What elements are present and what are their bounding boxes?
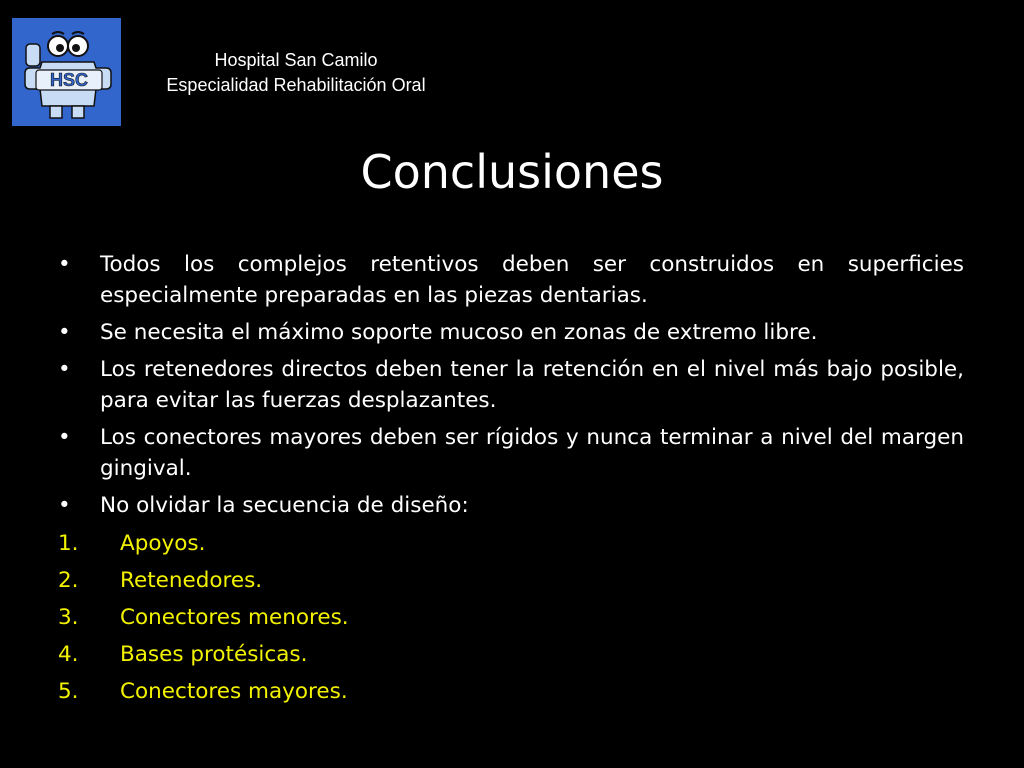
conclusions-list — [58, 249, 964, 527]
step-number: 5. — [58, 679, 79, 704]
sequence-step — [58, 676, 964, 707]
step-text: Apoyos. — [120, 531, 206, 556]
bullet-text: Todos los complejos retentivos deben ser construidos en superficies especialmente preparadas en las piezas dentarias. — [100, 252, 964, 308]
sequence-step — [58, 639, 964, 670]
step-text: Bases protésicas. — [120, 642, 308, 667]
hospital-header — [122, 48, 470, 98]
bullet-icon: • — [58, 252, 71, 277]
bullet-text: Los conectores mayores deben ser rígidos y nunca terminar a nivel del margen gingival. — [100, 425, 964, 481]
bullet-icon: • — [58, 425, 71, 450]
step-text: Conectores menores. — [120, 605, 349, 630]
list-item — [58, 249, 964, 311]
sequence-step — [58, 528, 964, 559]
design-sequence-list — [58, 528, 964, 713]
list-item — [58, 422, 964, 484]
step-number: 4. — [58, 642, 79, 667]
slide-title: Conclusiones — [360, 145, 664, 199]
logo-text: HSC — [49, 70, 89, 90]
bullet-text: Los retenedores directos deben tener la retención en el nivel más bajo posible, para evitar las fuerzas desplazantes. — [100, 357, 964, 413]
step-number: 2. — [58, 568, 79, 593]
bullet-text: Se necesita el máximo soporte mucoso en zonas de extremo libre. — [100, 320, 818, 345]
list-item — [58, 490, 964, 521]
bullet-text: No olvidar la secuencia de diseño: — [100, 493, 469, 518]
hospital-logo — [12, 18, 121, 126]
bullet-icon: • — [58, 320, 71, 345]
bullet-icon: • — [58, 357, 71, 382]
list-item — [58, 317, 964, 348]
hospital-specialty: Especialidad Rehabilitación Oral — [166, 75, 426, 95]
sequence-step — [58, 565, 964, 596]
hospital-name: Hospital San Camilo — [214, 50, 378, 70]
step-text: Conectores mayores. — [120, 679, 348, 704]
step-text: Retenedores. — [120, 568, 263, 593]
step-number: 3. — [58, 605, 79, 630]
bullet-icon: • — [58, 493, 71, 518]
sequence-step — [58, 602, 964, 633]
list-item — [58, 354, 964, 416]
hospital-mascot-logo-icon — [12, 18, 121, 126]
step-number: 1. — [58, 531, 79, 556]
